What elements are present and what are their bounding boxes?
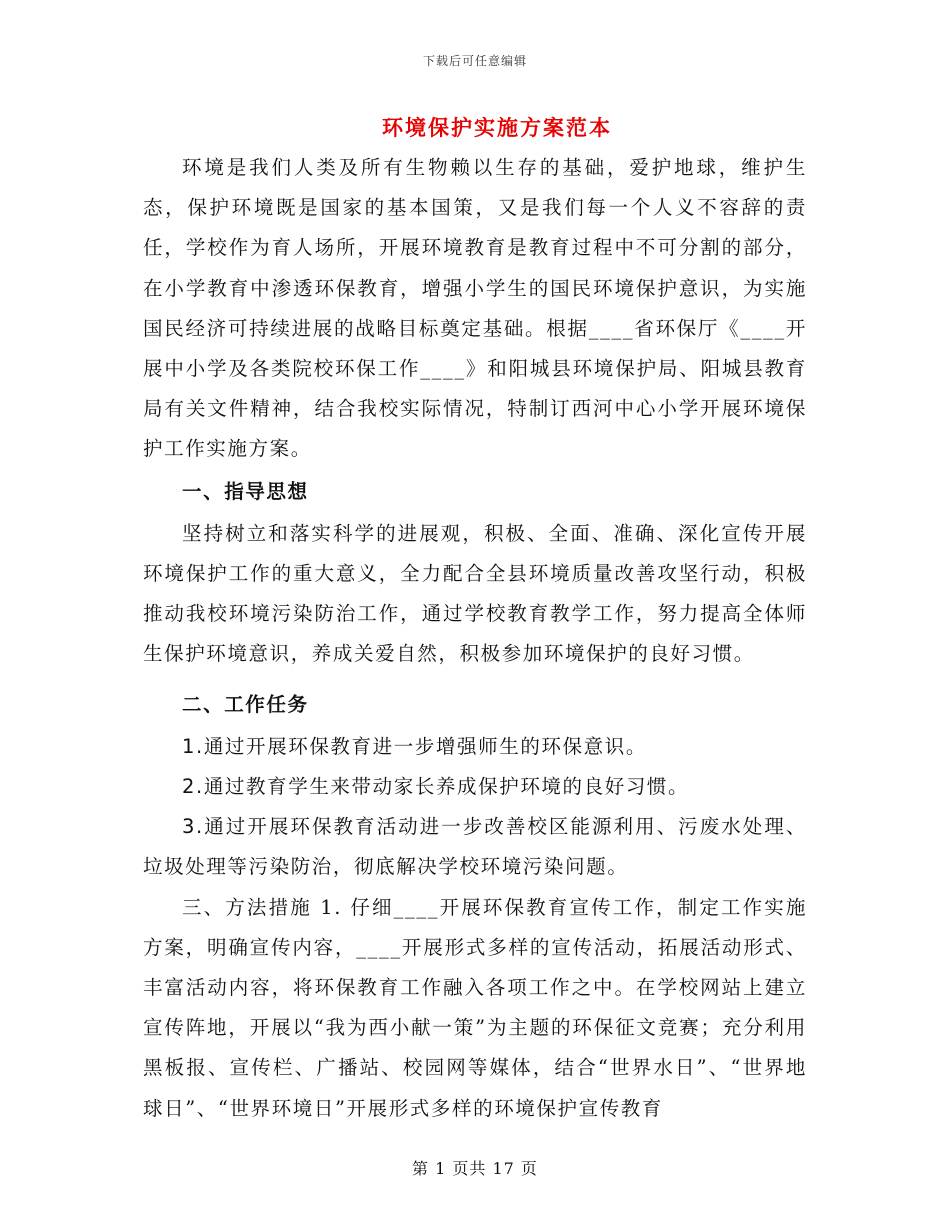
task-item xyxy=(143,767,807,807)
section-heading-guiding-ideology: 一、指导思想 xyxy=(182,479,309,503)
task-number: 2. xyxy=(182,775,204,799)
task-number: 3. xyxy=(182,815,204,839)
methods-paragraph: 三、方法措施 1. 仔细____开展环保教育宣传工作，制定工作实施方案，明确宣传内容，____开展形式多样的宣传活动，拓展活动形式、丰富活动内容，将环保教育工作融入各项工作之中。在学校网站上建立宣传阵地，开展以“我为西小献一策”为主题的环保征文竞赛；充分利用黑板报、宣传栏、广播站、校园网等媒体，结合“世界水日”、“世界地球日”、“世界环境日”开展形式多样的环境保护宣传教育 xyxy=(143,895,807,1120)
guiding-ideology-paragraph: 坚持树立和落实科学的进展观，积极、全面、准确、深化宣传开展环境保护工作的重大意义，全力配合全县环境质量改善攻坚行动，积极推动我校环境污染防治工作，通过学校教育教学工作，努力提高全体师生保护环境意识，养成关爱自然，积极参加环境保护的良好习惯。 xyxy=(143,521,807,666)
task-number: 1. xyxy=(182,734,204,758)
task-item xyxy=(143,727,807,767)
task-text: 通过开展环保教育进一步增强师生的环保意识。 xyxy=(203,734,647,758)
intro-paragraph: 环境是我们人类及所有生物赖以生存的基础，爱护地球，维护生态，保护环境既是国家的基本国策，又是我们每一个人义不容辞的责任，学校作为育人场所，开展环境教育是教育过程中不可分割的部分，在小学教育中渗透环保教育，增强小学生的国民环境保护意识，为实施国民经济可持续进展的战略目标奠定基础。根据____省环保厅《____开展中小学及各类院校环保工作____》和阳城县环境保护局、阳城县教育局有关文件精神，结合我校实际情况，特制订西河中心小学开展环境保护工作实施方案。 xyxy=(143,156,807,461)
document-title: 环境保护实施方案范本 xyxy=(382,115,612,140)
task-text: 通过开展环保教育活动进一步改善校区能源利用、污废水处理、垃圾处理等污染防治，彻底解决学校环境污染问题。 xyxy=(143,815,807,879)
section-heading-work-tasks: 二、工作任务 xyxy=(182,692,309,716)
task-text: 通过教育学生来带动家长养成保护环境的良好习惯。 xyxy=(203,775,690,799)
document-body xyxy=(143,148,807,1129)
task-item xyxy=(143,807,807,887)
page-number: 第 1 页共 17 页 xyxy=(412,1159,538,1178)
header-note: 下载后可任意编辑 xyxy=(422,54,527,68)
